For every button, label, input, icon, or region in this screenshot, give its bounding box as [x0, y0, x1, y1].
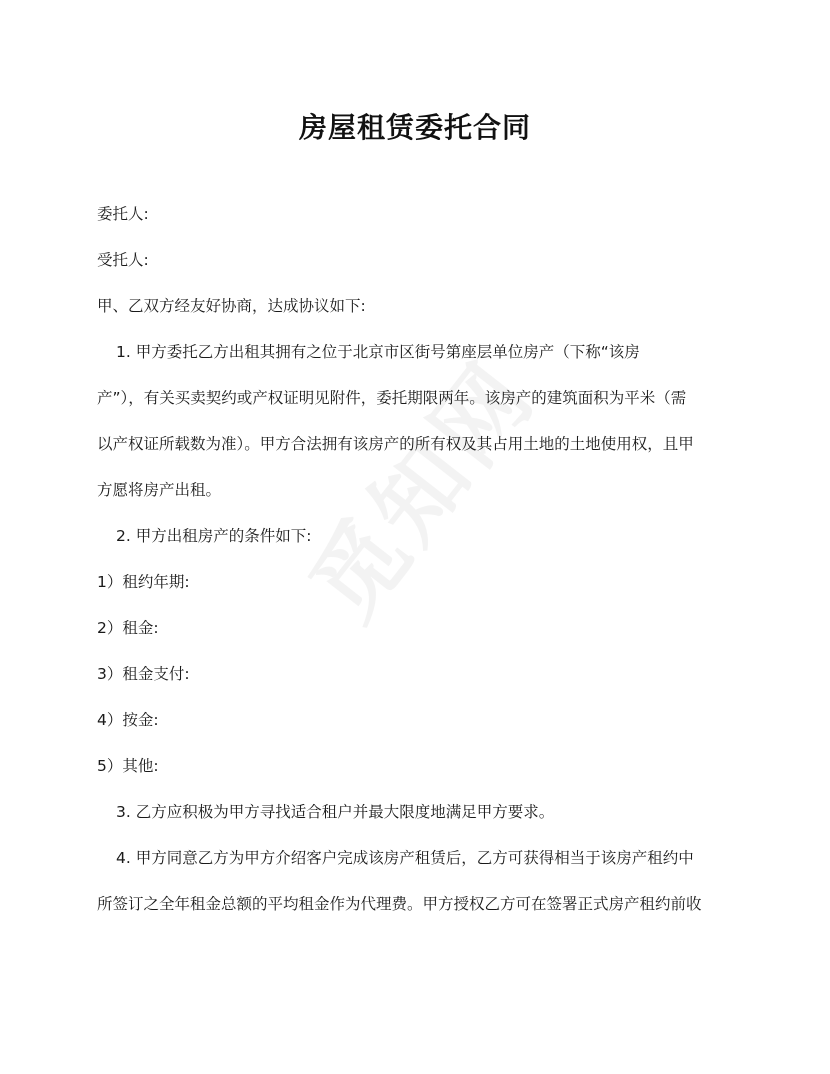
clause-1-line-1: 1. 甲方委托乙方出租其拥有之位于北京市区街号第座层单位房产（下称“该房 [116, 343, 640, 361]
clause-4-line-1: 4. 甲方同意乙方为甲方介绍客户完成该房产租赁后，乙方可获得相当于该房产租约中 [116, 849, 694, 867]
clause-1-line-2: 产”），有关买卖契约或产权证明见附件，委托期限两年。该房产的建筑面积为平米（需 [97, 389, 687, 407]
clause-4-line-2: 所签订之全年租金总额的平均租金作为代理费。甲方授权乙方可在签署正式房产租约前收 [97, 895, 702, 913]
clause-2-item-3: 3）租金支付: [97, 665, 190, 683]
agreement-intro: 甲、乙双方经友好协商，达成协议如下: [97, 297, 366, 315]
agent-line: 受托人: [97, 251, 149, 269]
clause-1-line-4: 方愿将房产出租。 [97, 481, 222, 499]
principal-line: 委托人: [97, 205, 149, 223]
clause-2-item-5: 5）其他: [97, 757, 159, 775]
clause-2-item-2: 2）租金: [97, 619, 159, 637]
clause-3-line-1: 3. 乙方应积极为甲方寻找适合租户并最大限度地满足甲方要求。 [116, 803, 555, 821]
clause-2-line-1: 2. 甲方出租房产的条件如下: [116, 527, 312, 545]
clause-2-item-4: 4）按金: [97, 711, 159, 729]
document-title: 房屋租赁委托合同 [298, 111, 531, 144]
clause-2-item-1: 1）租约年期: [97, 573, 190, 591]
watermark [274, 330, 559, 643]
clause-1-line-3: 以产权证所载数为准）。甲方合法拥有该房产的所有权及其占用土地的土地使用权，且甲 [97, 435, 694, 453]
